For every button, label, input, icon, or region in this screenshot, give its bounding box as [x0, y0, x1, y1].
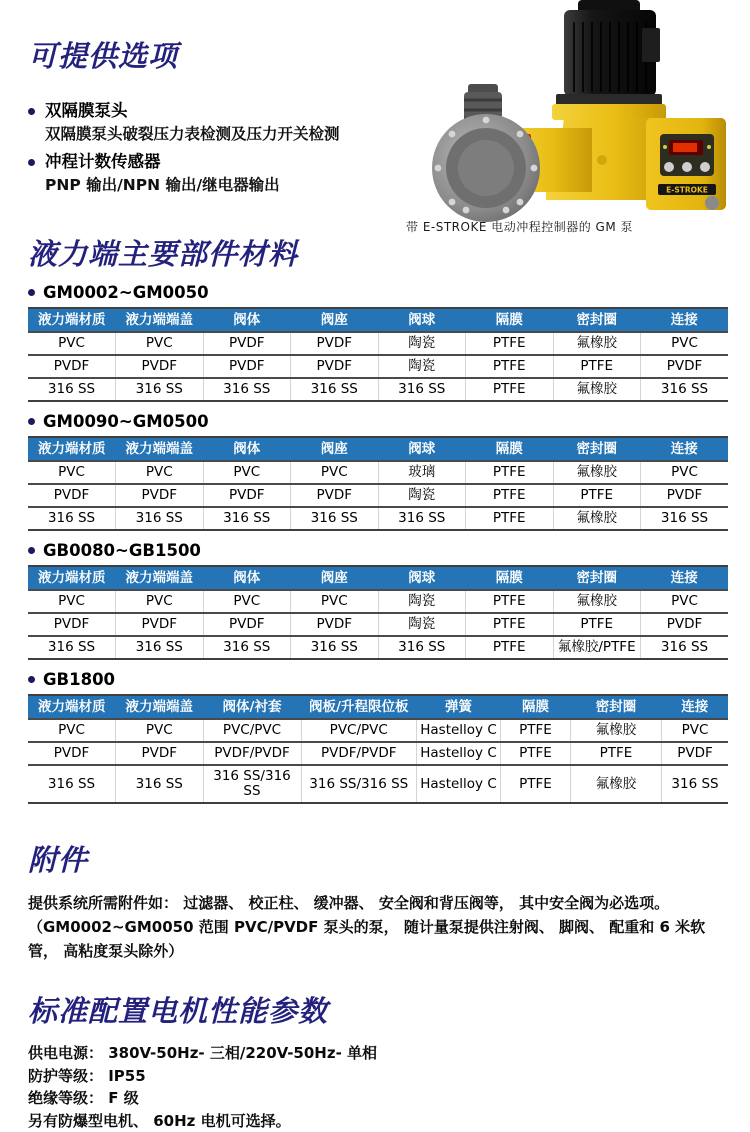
table-row	[28, 590, 728, 613]
table-cell: PVDF	[662, 742, 729, 765]
model-range: GM0090~GM0500	[43, 412, 209, 431]
estroke-controller	[646, 118, 726, 210]
controller-button	[700, 162, 710, 172]
led-display	[673, 143, 697, 152]
options-section	[28, 34, 418, 201]
model-label	[28, 670, 728, 689]
table-cell: 氟橡胶	[553, 378, 641, 401]
table-cell: PVC	[28, 719, 116, 742]
column-header: 液力端材质	[28, 437, 116, 461]
table-cell: PVDF	[291, 613, 379, 636]
motor-section	[28, 989, 728, 1132]
table-cell: PVDF	[28, 355, 116, 378]
table-row	[28, 636, 728, 659]
motor-icon	[556, 0, 662, 106]
column-header: 隔膜	[466, 437, 554, 461]
table-cell: 316 SS	[203, 636, 291, 659]
table-cell: PVC	[641, 590, 729, 613]
table-cell: PVC/PVC	[203, 719, 301, 742]
table-cell: 316 SS	[291, 507, 379, 530]
table-cell: PVC	[641, 332, 729, 355]
table-cell: PVC	[291, 590, 379, 613]
materials-section	[28, 232, 728, 804]
table-cell: PVDF	[641, 613, 729, 636]
table-cell: 316 SS	[291, 378, 379, 401]
table-cell: 316 SS/316 SS	[203, 765, 301, 803]
accessories-line: 提供系统所需附件如： 过滤器、 校正柱、 缓冲器、 安全阀和背压阀等， 其中安全阀为必选项。	[28, 891, 728, 915]
table-cell: 氟橡胶	[571, 765, 662, 803]
column-header: 连接	[641, 308, 729, 332]
table-cell: PTFE	[501, 742, 571, 765]
model-range: GB0080~GB1500	[43, 541, 201, 560]
table-cell: PTFE	[466, 613, 554, 636]
top-section	[28, 0, 728, 230]
table-cell: PVDF	[291, 484, 379, 507]
column-header: 液力端端盖	[116, 308, 204, 332]
table-cell: PVDF	[28, 742, 116, 765]
table-cell: 316 SS	[291, 636, 379, 659]
table-cell: PTFE	[501, 719, 571, 742]
table-cell: PVDF	[116, 742, 204, 765]
header-row	[28, 695, 728, 719]
table-cell: 316 SS	[378, 378, 466, 401]
model-label	[28, 412, 728, 431]
table-cell: 陶瓷	[378, 613, 466, 636]
options-title: 可提供选项	[28, 34, 418, 75]
table-row	[28, 461, 728, 484]
table-row	[28, 765, 728, 803]
table-cell: PVC	[28, 332, 116, 355]
column-header: 阀板/升程限位板	[301, 695, 417, 719]
column-header: 液力端端盖	[116, 437, 204, 461]
table-cell: PTFE	[466, 378, 554, 401]
table-cell: 陶瓷	[378, 355, 466, 378]
option-description: PNP 输出/NPN 输出/继电器输出	[28, 174, 418, 197]
option-item	[28, 99, 418, 146]
table-cell: PTFE	[466, 355, 554, 378]
table-row	[28, 332, 728, 355]
table-cell: PVC	[116, 461, 204, 484]
table-cell: 316 SS	[641, 636, 729, 659]
controller-button	[682, 162, 692, 172]
table-cell: PTFE	[553, 613, 641, 636]
table-cell: 氟橡胶	[553, 332, 641, 355]
controller-button	[664, 162, 674, 172]
table-cell: PVDF	[203, 355, 291, 378]
header-row	[28, 437, 728, 461]
column-header: 密封圈	[553, 308, 641, 332]
column-header: 连接	[641, 437, 729, 461]
table-cell: 316 SS	[641, 378, 729, 401]
table-cell: 316 SS	[116, 507, 204, 530]
table-cell: PVDF	[203, 613, 291, 636]
table-cell: 陶瓷	[378, 332, 466, 355]
column-header: 液力端材质	[28, 695, 116, 719]
table-group-gm0002	[28, 283, 728, 402]
materials-title: 液力端主要部件材料	[28, 232, 728, 273]
table-group-gb0080	[28, 541, 728, 660]
table-cell: PTFE	[466, 461, 554, 484]
table-cell: 氟橡胶	[553, 590, 641, 613]
table-cell: PVDF	[116, 355, 204, 378]
table-cell: 316 SS	[28, 378, 116, 401]
pump-caption: 带 E-STROKE 电动冲程控制器的 GM 泵	[406, 218, 728, 235]
table-row	[28, 507, 728, 530]
table-cell: 316 SS	[116, 765, 204, 803]
column-header: 弹簧	[417, 695, 501, 719]
table-cell: PTFE	[466, 507, 554, 530]
column-header: 液力端材质	[28, 308, 116, 332]
table-cell: 316 SS	[28, 636, 116, 659]
table-cell: PVC	[641, 461, 729, 484]
accessories-section	[28, 838, 728, 963]
option-label-row	[28, 99, 418, 123]
table-cell: 陶瓷	[378, 484, 466, 507]
table-cell: PTFE	[553, 484, 641, 507]
table-cell: 氟橡胶	[553, 507, 641, 530]
materials-table-gb0080-gb1500	[28, 565, 728, 660]
table-group-gm0090	[28, 412, 728, 531]
table-cell: 316 SS	[116, 636, 204, 659]
table-cell: PVC	[116, 590, 204, 613]
table-cell: PVC	[662, 719, 729, 742]
column-header: 密封圈	[553, 566, 641, 590]
table-row	[28, 613, 728, 636]
column-header: 阀体	[203, 308, 291, 332]
model-range: GM0002~GM0050	[43, 283, 209, 302]
column-header: 阀体/衬套	[203, 695, 301, 719]
column-header: 阀球	[378, 566, 466, 590]
materials-table-gb1800	[28, 694, 728, 804]
bullet-icon	[28, 676, 35, 683]
model-range: GB1800	[43, 670, 115, 689]
pump-photo-block	[406, 0, 728, 235]
column-header: 隔膜	[466, 566, 554, 590]
table-cell: PTFE	[466, 484, 554, 507]
table-cell: PVDF	[641, 355, 729, 378]
table-cell: 氟橡胶/PTFE	[553, 636, 641, 659]
column-header: 阀体	[203, 566, 291, 590]
option-item	[28, 150, 418, 197]
table-cell: 316 SS	[662, 765, 729, 803]
table-cell: PTFE	[466, 636, 554, 659]
column-header: 阀座	[291, 308, 379, 332]
table-cell: PVC	[28, 461, 116, 484]
table-cell: PVC/PVC	[301, 719, 417, 742]
table-cell: PTFE	[466, 332, 554, 355]
table-cell: 316 SS	[28, 507, 116, 530]
column-header: 阀体	[203, 437, 291, 461]
table-cell: 316 SS	[203, 507, 291, 530]
table-cell: PVC	[116, 332, 204, 355]
column-header: 隔膜	[501, 695, 571, 719]
column-header: 阀球	[378, 308, 466, 332]
option-label-row	[28, 150, 418, 174]
column-header: 阀球	[378, 437, 466, 461]
table-cell: PVDF	[28, 484, 116, 507]
column-header: 连接	[641, 566, 729, 590]
table-cell: Hastelloy C	[417, 765, 501, 803]
column-header: 阀座	[291, 566, 379, 590]
table-cell: PVDF/PVDF	[203, 742, 301, 765]
table-cell: PVDF	[28, 613, 116, 636]
table-row	[28, 355, 728, 378]
table-cell: PVDF	[203, 332, 291, 355]
table-cell: PVDF	[291, 332, 379, 355]
table-cell: 316 SS	[378, 636, 466, 659]
column-header: 液力端端盖	[116, 566, 204, 590]
accessories-line: （GM0002~GM0050 范围 PVC/PVDF 泵头的泵， 随计量泵提供注射阀、 脚阀、 配重和 6 米软管， 高粘度泵头除外）	[28, 915, 728, 963]
table-cell: PTFE	[466, 590, 554, 613]
table-cell: 陶瓷	[378, 590, 466, 613]
table-cell: Hastelloy C	[417, 742, 501, 765]
column-header: 液力端端盖	[116, 695, 204, 719]
bullet-icon	[28, 108, 35, 115]
cable-gland-icon	[705, 196, 719, 210]
model-label	[28, 283, 728, 302]
table-cell: 氟橡胶	[553, 461, 641, 484]
table-row	[28, 378, 728, 401]
bullet-icon	[28, 289, 35, 296]
table-cell: PVDF	[641, 484, 729, 507]
table-cell: PVC	[291, 461, 379, 484]
table-row	[28, 742, 728, 765]
table-cell: 316 SS	[641, 507, 729, 530]
option-label: 双隔膜泵头	[45, 99, 128, 123]
column-header: 隔膜	[466, 308, 554, 332]
column-header: 连接	[662, 695, 729, 719]
table-cell: PVDF	[203, 484, 291, 507]
option-label: 冲程计数传感器	[45, 150, 161, 174]
materials-table-gm0090-gm0500	[28, 436, 728, 531]
table-cell: PVC	[28, 590, 116, 613]
header-row	[28, 308, 728, 332]
table-cell: PTFE	[501, 765, 571, 803]
column-header: 密封圈	[553, 437, 641, 461]
table-cell: Hastelloy C	[417, 719, 501, 742]
table-cell: 316 SS	[378, 507, 466, 530]
table-cell: PVDF	[116, 484, 204, 507]
table-row	[28, 484, 728, 507]
estroke-label: E-STROKE	[666, 186, 708, 195]
table-cell: PVDF	[291, 355, 379, 378]
motor-spec-line: 防护等级： IP55	[28, 1065, 728, 1088]
materials-table-gm0002-gm0050	[28, 307, 728, 402]
motor-spec-line: 绝缘等级： F 级	[28, 1087, 728, 1110]
header-row	[28, 566, 728, 590]
table-cell: 316 SS	[203, 378, 291, 401]
bullet-icon	[28, 159, 35, 166]
table-cell: PTFE	[553, 355, 641, 378]
pump-head-icon	[432, 114, 540, 222]
option-description: 双隔膜泵头破裂压力表检测及压力开关检测	[28, 123, 418, 146]
table-cell: PVDF	[116, 613, 204, 636]
motor-spec-line: 另有防爆型电机、 60Hz 电机可选择。	[28, 1110, 728, 1132]
motor-title: 标准配置电机性能参数	[28, 989, 728, 1030]
table-cell: PVC	[116, 719, 204, 742]
motor-spec-line: 供电电源： 380V-50Hz- 三相/220V-50Hz- 单相	[28, 1042, 728, 1065]
bullet-icon	[28, 418, 35, 425]
pump-image	[406, 0, 728, 212]
table-row	[28, 719, 728, 742]
table-cell: 玻璃	[378, 461, 466, 484]
model-label	[28, 541, 728, 560]
column-header: 液力端材质	[28, 566, 116, 590]
column-header: 阀座	[291, 437, 379, 461]
table-cell: 316 SS	[116, 378, 204, 401]
column-header: 密封圈	[571, 695, 662, 719]
table-cell: PVC	[203, 461, 291, 484]
table-cell: 氟橡胶	[571, 719, 662, 742]
table-cell: PTFE	[571, 742, 662, 765]
table-group-gb1800	[28, 670, 728, 804]
table-cell: PVC	[203, 590, 291, 613]
table-cell: PVDF/PVDF	[301, 742, 417, 765]
table-cell: 316 SS/316 SS	[301, 765, 417, 803]
table-cell: 316 SS	[28, 765, 116, 803]
bullet-icon	[28, 547, 35, 554]
accessories-title: 附件	[28, 838, 728, 879]
